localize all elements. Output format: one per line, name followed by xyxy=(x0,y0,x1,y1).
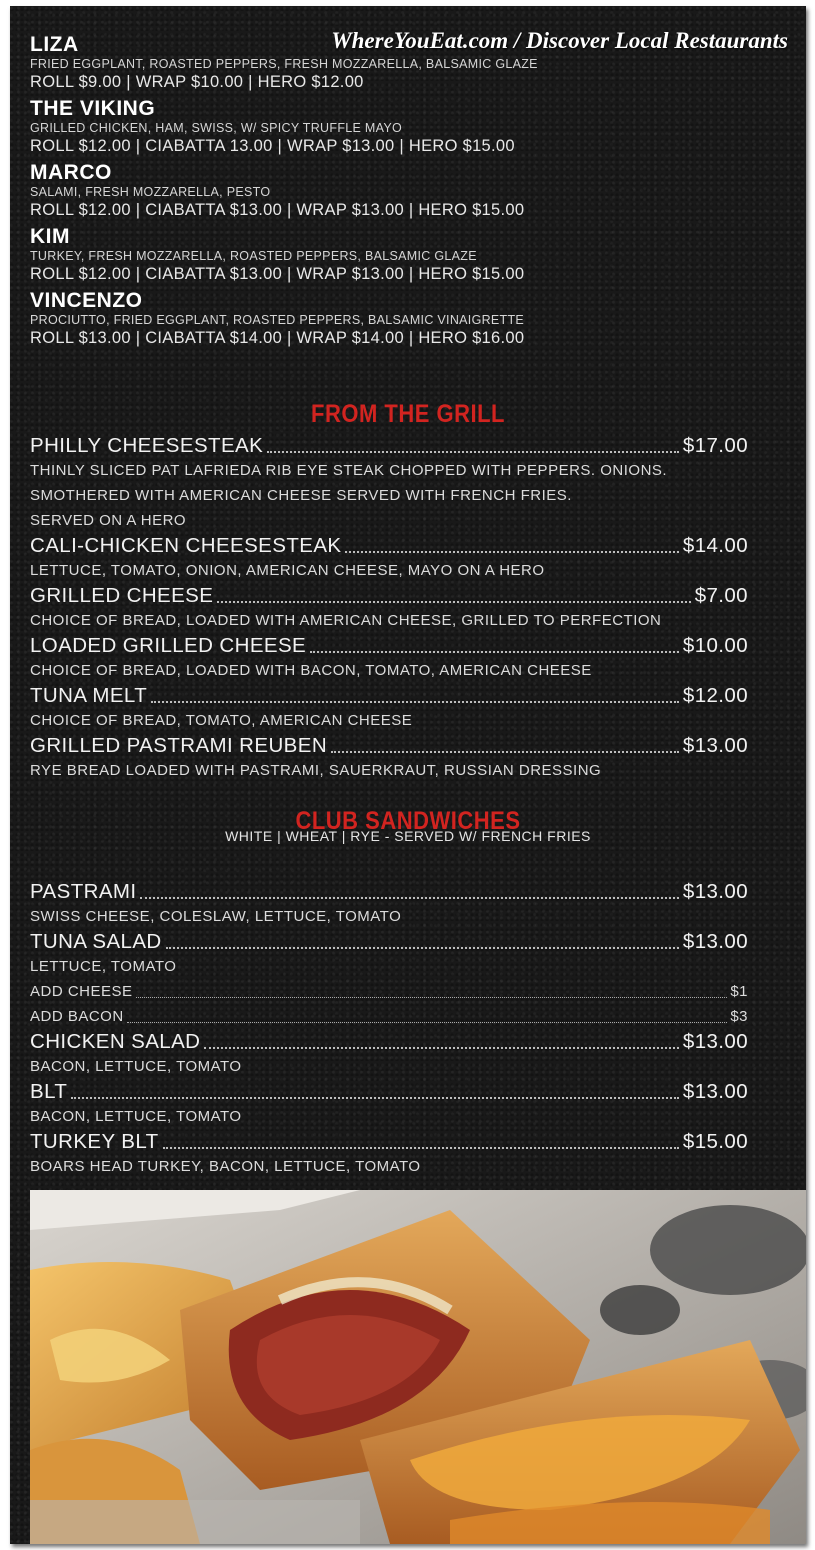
dot-leader xyxy=(166,946,679,949)
menu-item-price: $17.00 xyxy=(682,434,748,457)
special-description: TURKEY, FRESH MOZZARELLA, ROASTED PEPPERS, BALSAMIC GLAZE xyxy=(30,249,477,263)
special-item xyxy=(30,226,790,290)
menu-item-name: CALI-CHICKEN CHEESESTEAK xyxy=(30,534,342,557)
menu-item-price: $12.00 xyxy=(682,684,748,707)
club-section-subtitle: WHITE | WHEAT | RYE - SERVED W/ FRENCH FRIES xyxy=(225,828,591,844)
dot-leader xyxy=(331,750,679,753)
special-description: GRILLED CHICKEN, HAM, SWISS, W/ SPICY TRUFFLE MAYO xyxy=(30,121,403,135)
menu-item-price: $13.00 xyxy=(682,1080,748,1103)
menu-item-name: LOADED GRILLED CHEESE xyxy=(30,634,307,657)
menu-item-name: GRILLED CHEESE xyxy=(30,584,214,607)
sandwich-illustration xyxy=(30,1190,806,1544)
special-name: VINCENZO xyxy=(30,289,143,312)
site-watermark: WhereYouEat.com / Discover Local Restaurants xyxy=(331,28,788,53)
dot-leader xyxy=(163,1146,679,1149)
menu-item-name: CHICKEN SALAD xyxy=(30,1030,201,1053)
menu-item-row xyxy=(30,1129,748,1154)
dot-leader xyxy=(310,650,679,653)
menu-item-description: SMOTHERED WITH AMERICAN CHEESE SERVED WITH FRENCH FRIES. xyxy=(30,487,572,504)
menu-item-description: CHOICE OF BREAD, LOADED WITH BACON, TOMATO, AMERICAN CHEESE xyxy=(30,662,592,679)
menu-item-price: $10.00 xyxy=(682,634,748,657)
menu-item-description: SERVED ON A HERO xyxy=(30,512,187,529)
grill-items-list xyxy=(30,433,748,783)
grill-section-title: FROM THE GRILL xyxy=(311,399,505,428)
special-item xyxy=(30,290,790,354)
special-prices: ROLL $13.00 | CIABATTA $14.00 | WRAP $14.00 | HERO $16.00 xyxy=(30,329,525,347)
menu-item-price: $7.00 xyxy=(694,584,748,607)
menu-item-name: GRILLED PASTRAMI REUBEN xyxy=(30,734,328,757)
special-item xyxy=(30,34,790,98)
dot-leader xyxy=(136,996,728,998)
special-prices: ROLL $12.00 | CIABATTA $13.00 | WRAP $13.00 | HERO $15.00 xyxy=(30,201,525,219)
menu-item-row xyxy=(30,733,748,758)
menu-item-price: $13.00 xyxy=(682,1030,748,1053)
club-section-title: CLUB SANDWICHES xyxy=(295,806,521,835)
menu-item-row xyxy=(30,929,748,954)
menu-item-row xyxy=(30,433,748,458)
special-name: MARCO xyxy=(30,161,112,184)
addon-row xyxy=(30,1004,748,1029)
addon-name: ADD CHEESE xyxy=(30,983,133,1000)
menu-item-description: THINLY SLICED PAT LAFRIEDA RIB EYE STEAK CHOPPED WITH PEPPERS. ONIONS. xyxy=(30,462,668,479)
menu-item-description: BACON, LETTUCE, TOMATO xyxy=(30,1108,242,1125)
menu-item-row xyxy=(30,583,748,608)
special-name: LIZA xyxy=(30,33,79,56)
addon-price: $3 xyxy=(730,1008,748,1025)
special-name: THE VIKING xyxy=(30,97,156,120)
addon-price: $1 xyxy=(730,983,748,1000)
menu-item-row xyxy=(30,533,748,558)
menu-item-row xyxy=(30,879,748,904)
menu-item-name: TURKEY BLT xyxy=(30,1130,159,1153)
menu-item-row xyxy=(30,1079,748,1104)
menu-item-price: $15.00 xyxy=(682,1130,748,1153)
dot-leader xyxy=(204,1046,679,1049)
dot-leader xyxy=(267,450,679,453)
dot-leader xyxy=(127,1021,728,1023)
club-items-list xyxy=(30,879,748,1179)
special-name: KIM xyxy=(30,225,70,248)
dot-leader xyxy=(71,1096,679,1099)
menu-item-price: $14.00 xyxy=(682,534,748,557)
special-item xyxy=(30,162,790,226)
menu-item-price: $13.00 xyxy=(682,930,748,953)
specials-list xyxy=(30,34,790,354)
menu-item-name: BLT xyxy=(30,1080,68,1103)
special-description: FRIED EGGPLANT, ROASTED PEPPERS, FRESH MOZZARELLA, BALSAMIC GLAZE xyxy=(30,57,538,71)
dot-leader xyxy=(217,600,690,603)
menu-item-description: BOARS HEAD TURKEY, BACON, LETTUCE, TOMATO xyxy=(30,1158,421,1175)
special-description: PROCIUTTO, FRIED EGGPLANT, ROASTED PEPPERS, BALSAMIC VINAIGRETTE xyxy=(30,313,525,327)
menu-item-description: RYE BREAD LOADED WITH PASTRAMI, SAUERKRAUT, RUSSIAN DRESSING xyxy=(30,762,602,779)
addon-name: ADD BACON xyxy=(30,1008,124,1025)
menu-page xyxy=(10,6,806,1544)
special-prices: ROLL $12.00 | CIABATTA $13.00 | WRAP $13.00 | HERO $15.00 xyxy=(30,265,525,283)
dot-leader xyxy=(345,550,678,553)
menu-item-description: SWISS CHEESE, COLESLAW, LETTUCE, TOMATO xyxy=(30,908,402,925)
addon-row xyxy=(30,979,748,1004)
dot-leader xyxy=(140,896,678,899)
menu-item-description: LETTUCE, TOMATO xyxy=(30,958,177,975)
menu-item-price: $13.00 xyxy=(682,734,748,757)
menu-item-row xyxy=(30,633,748,658)
dot-leader xyxy=(151,700,679,703)
menu-item-name: TUNA MELT xyxy=(30,684,148,707)
special-prices: ROLL $12.00 | CIABATTA 13.00 | WRAP $13.00 | HERO $15.00 xyxy=(30,137,515,155)
menu-item-row xyxy=(30,1029,748,1054)
menu-item-name: PASTRAMI xyxy=(30,880,137,903)
special-prices: ROLL $9.00 | WRAP $10.00 | HERO $12.00 xyxy=(30,73,364,91)
menu-item-name: PHILLY CHEESESTEAK xyxy=(30,434,264,457)
special-item xyxy=(30,98,790,162)
menu-item-description: BACON, LETTUCE, TOMATO xyxy=(30,1058,242,1075)
menu-item-price: $13.00 xyxy=(682,880,748,903)
special-description: SALAMI, FRESH MOZZARELLA, PESTO xyxy=(30,185,271,199)
menu-item-row xyxy=(30,683,748,708)
menu-item-description: CHOICE OF BREAD, LOADED WITH AMERICAN CHEESE, GRILLED TO PERFECTION xyxy=(30,612,662,629)
menu-item-description: CHOICE OF BREAD, TOMATO, AMERICAN CHEESE xyxy=(30,712,413,729)
menu-item-description: LETTUCE, TOMATO, ONION, AMERICAN CHEESE, MAYO ON A HERO xyxy=(30,562,545,579)
menu-item-name: TUNA SALAD xyxy=(30,930,162,953)
reuben-sandwich-photo xyxy=(30,1190,806,1544)
